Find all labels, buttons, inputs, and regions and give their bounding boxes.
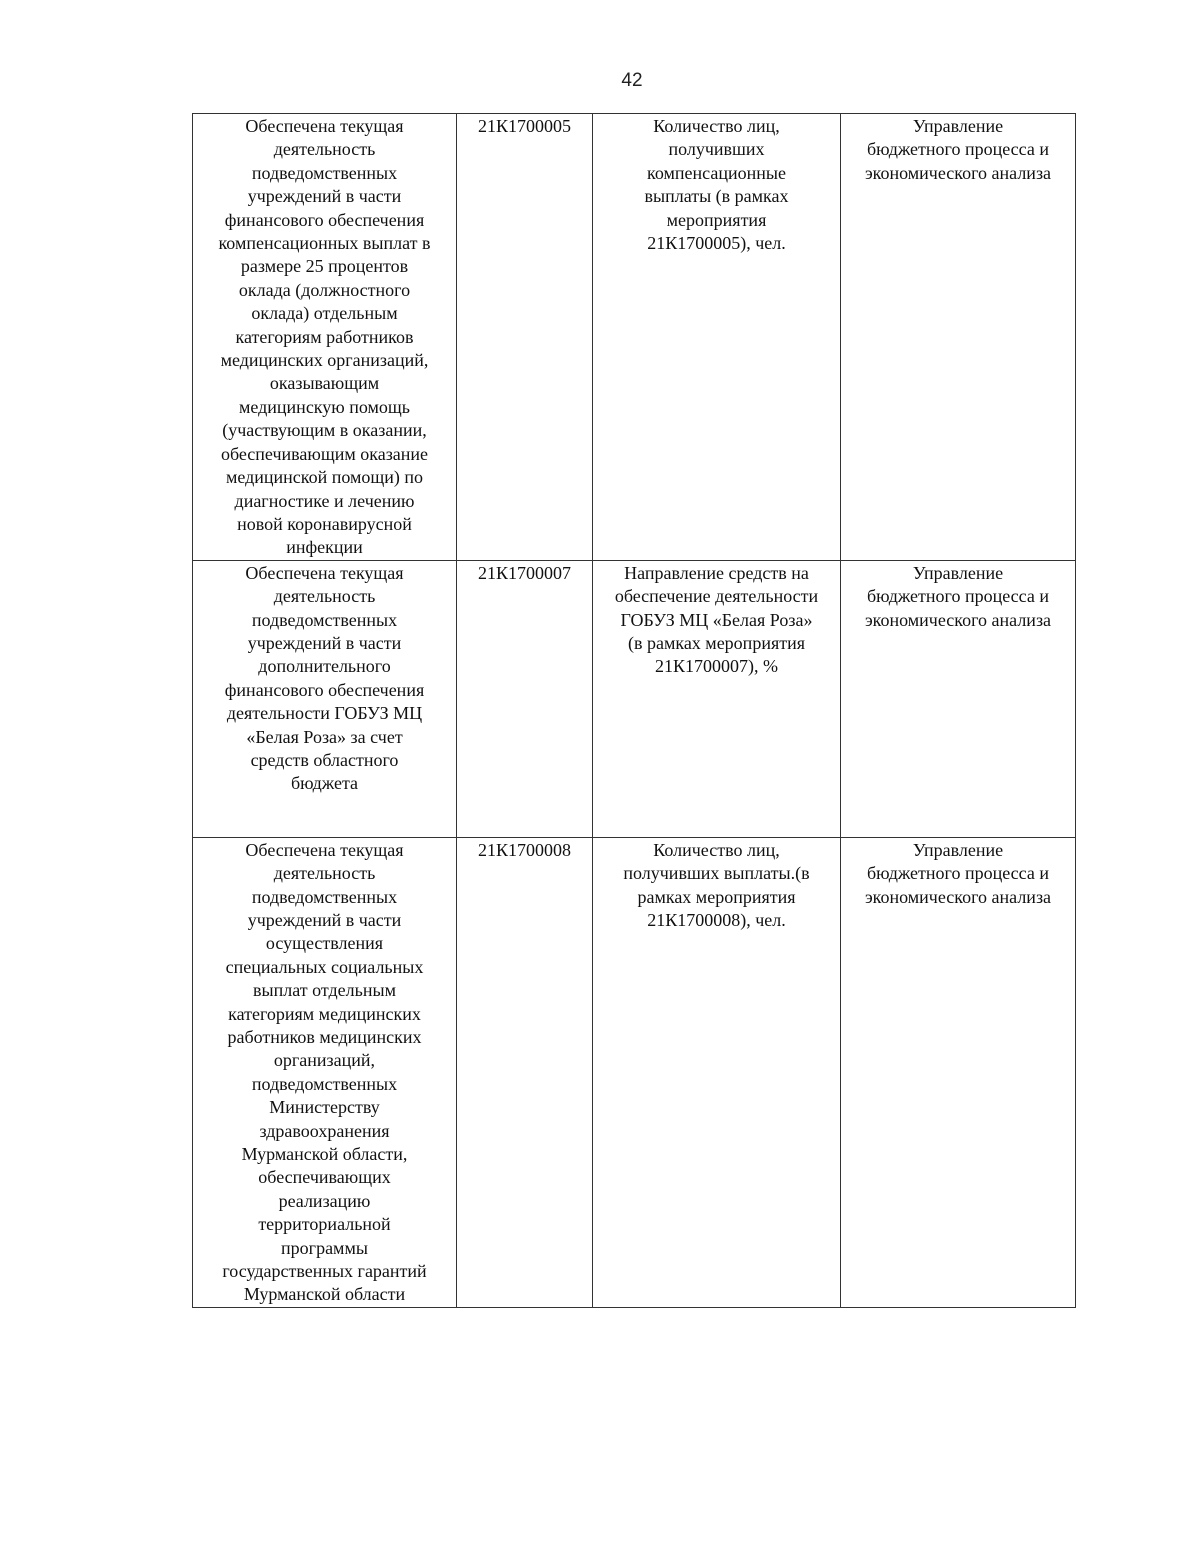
result-cell [193,837,457,1307]
indicator-text: Количество лиц, получивших выплаты.(в рамках мероприятия 21К1700008), чел. [623,839,810,930]
code-text: 21К1700008 [477,839,571,860]
responsible-text: Управление бюджетного процесса и экономического анализа [864,116,1052,183]
indicator-text: Направление средств на обеспечение деятельности ГОБУЗ МЦ «Белая Роза» (в рамках мероприятия 21К1700007), % [614,562,819,677]
result-text: Обеспечена текущая деятельность подведомственных учреждений в части финансового обеспечения компенсационных выплат в размере 25 процентов оклада (должностного оклада) отдельным категориям работников медицинских организаций, оказывающим медицинскую помощь (участвующим в оказании, обеспечивающим оказание медицинской помощи) по диагностике и лечению новой коронавирусной инфекции [218,116,431,558]
indicator-cell [593,837,841,1307]
indicator-cell [593,560,841,837]
code-cell [457,114,593,561]
indicator-text: Количество лиц, получивших компенсационные выплаты (в рамках мероприятия 21К1700005), чел. [644,116,789,254]
result-cell [193,560,457,837]
table-row [193,114,1076,561]
results-table [192,113,1076,1308]
responsible-text: Управление бюджетного процесса и экономического анализа [864,562,1052,630]
code-text: 21К1700007 [477,562,571,583]
code-cell [457,560,593,837]
table-row [193,837,1076,1307]
result-text: Обеспечена текущая деятельность подведомственных учреждений в части дополнительного финансового обеспечения деятельности ГОБУЗ МЦ «Белая Роза» за счет средств областного бюджета [224,562,425,794]
code-text: 21К1700005 [477,116,571,136]
code-cell [457,837,593,1307]
responsible-text: Управление бюджетного процесса и экономического анализа [864,839,1052,907]
indicator-cell [593,114,841,561]
responsible-cell [841,837,1076,1307]
result-text: Обеспечена текущая деятельность подведомственных учреждений в части осуществления специальных социальных выплат отдельным категориям медицинских работников медицинских организаций, подведомственных Министерству здравоохранения Мурманской области, обеспечивающих реализацию территориальной программы государственных гарантий Мурманской области [222,839,427,1305]
result-cell [193,114,457,561]
table-row [193,560,1076,837]
responsible-cell [841,560,1076,837]
responsible-cell [841,114,1076,561]
page-number: 42 [621,70,643,91]
